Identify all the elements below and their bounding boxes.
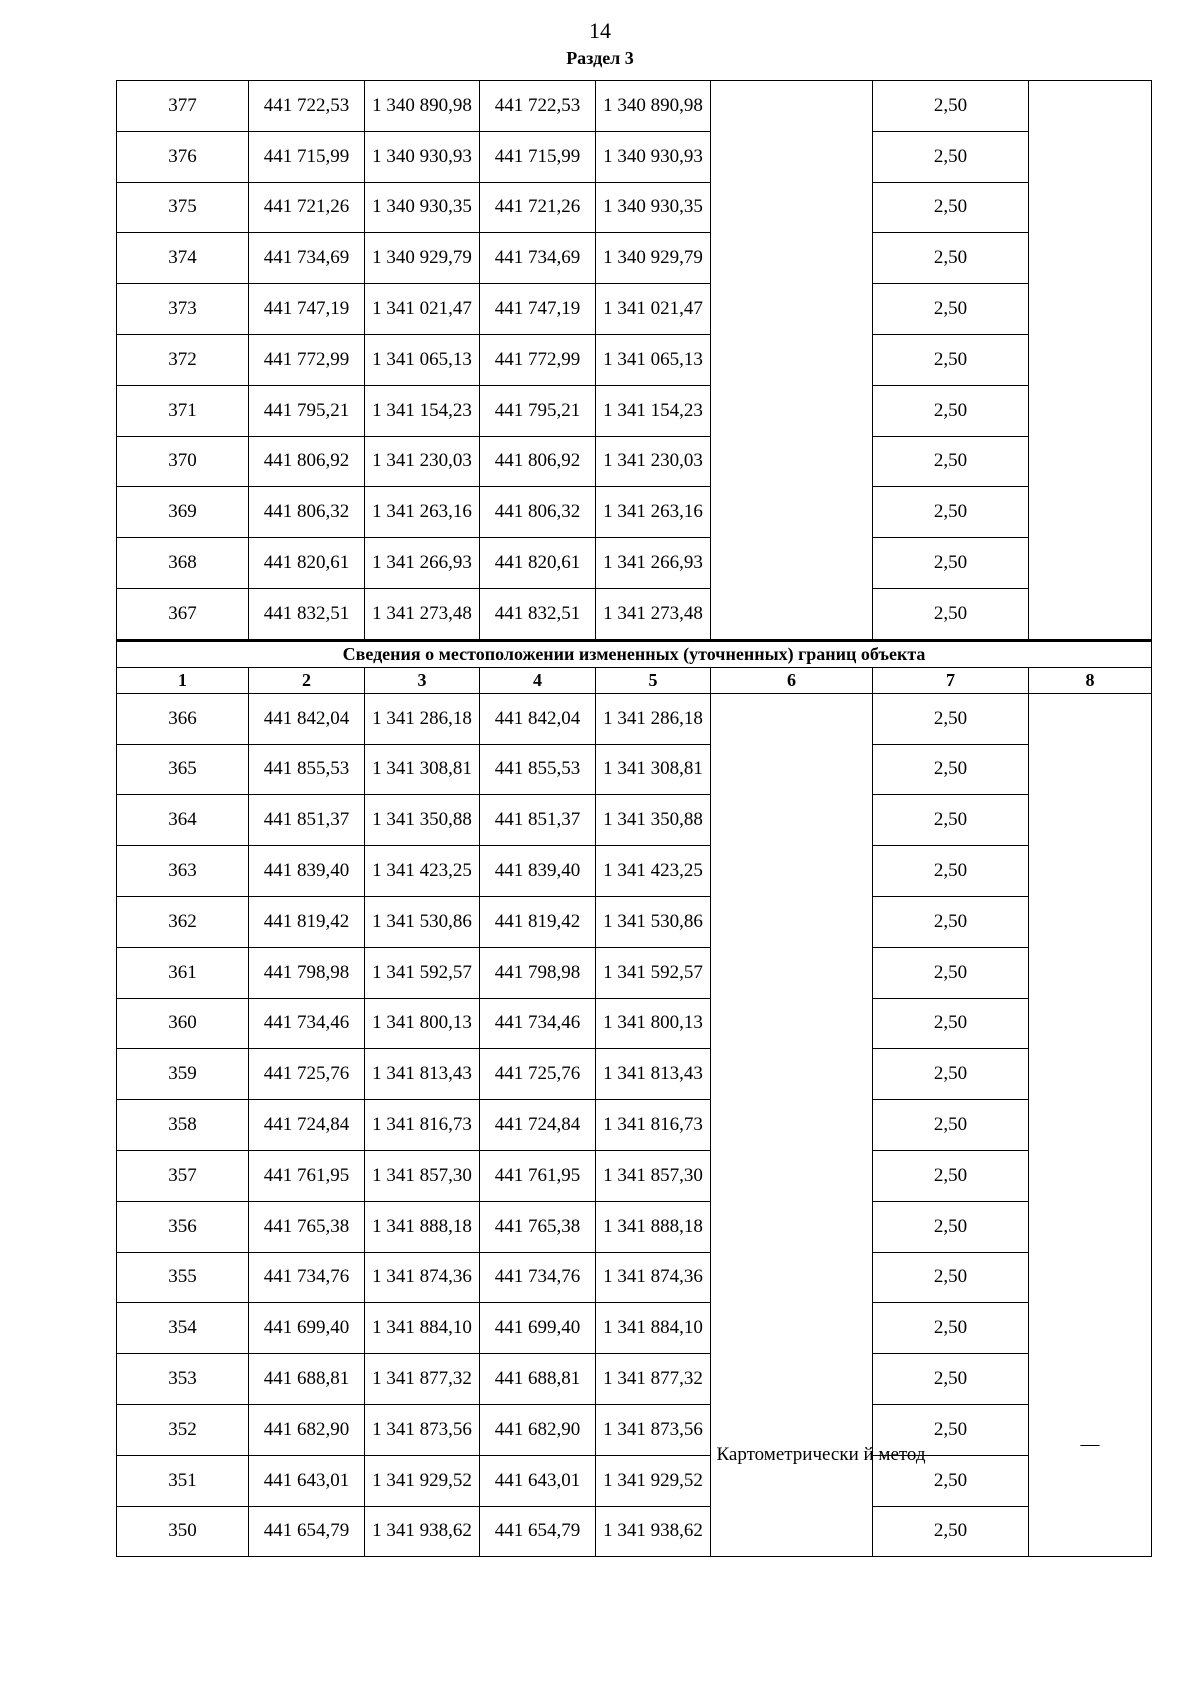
table-row	[117, 131, 1152, 182]
note-cell-empty	[1029, 81, 1152, 641]
refined-x-cell: 441 820,61	[480, 538, 596, 589]
method-cell	[711, 693, 926, 1557]
method-cell-empty	[711, 81, 873, 641]
refined-x-cell: 441 734,46	[480, 998, 596, 1049]
accuracy-cell: 2,50	[873, 233, 1029, 284]
refined-y-cell: 1 341 263,16	[596, 487, 711, 538]
column-number: 3	[365, 667, 480, 693]
table-row	[117, 1049, 1152, 1100]
table-row	[117, 334, 1152, 385]
refined-x-cell: 441 851,37	[480, 795, 596, 846]
refined-x-cell: 441 798,98	[480, 947, 596, 998]
refined-x-cell: 441 643,01	[480, 1455, 596, 1506]
page-number: 14	[589, 18, 611, 43]
existing-y-cell: 1 341 816,73	[365, 1100, 480, 1151]
note-text: —	[1080, 1434, 1100, 1456]
table-row	[117, 795, 1152, 846]
existing-x-cell: 441 842,04	[249, 693, 365, 744]
table-row	[117, 693, 1152, 744]
refined-y-cell: 1 341 266,93	[596, 538, 711, 589]
existing-x-cell: 441 765,38	[249, 1201, 365, 1252]
existing-y-cell: 1 341 877,32	[365, 1354, 480, 1405]
table-row	[117, 233, 1152, 284]
refined-y-cell: 1 341 813,43	[596, 1049, 711, 1100]
point-number-cell: 365	[117, 744, 249, 795]
refined-x-cell: 441 725,76	[480, 1049, 596, 1100]
point-number-cell: 374	[117, 233, 249, 284]
refined-x-cell: 441 832,51	[480, 588, 596, 640]
accuracy-cell: 2,50	[873, 284, 1029, 335]
table-row	[117, 1506, 1152, 1557]
refined-y-cell: 1 341 800,13	[596, 998, 711, 1049]
existing-y-cell: 1 341 938,62	[365, 1506, 480, 1557]
accuracy-cell: 2,50	[873, 744, 1029, 795]
column-number: 5	[596, 667, 711, 693]
existing-y-cell: 1 341 266,93	[365, 538, 480, 589]
refined-y-cell: 1 341 273,48	[596, 588, 711, 640]
accuracy-cell: 2,50	[873, 182, 1029, 233]
point-number-cell: 351	[117, 1455, 249, 1506]
accuracy-cell: 2,50	[873, 487, 1029, 538]
column-number-row	[117, 667, 1152, 693]
accuracy-cell: 2,50	[873, 334, 1029, 385]
accuracy-cell: 2,50	[873, 947, 1029, 998]
existing-x-cell: 441 819,42	[249, 896, 365, 947]
existing-y-cell: 1 341 021,47	[365, 284, 480, 335]
refined-y-cell: 1 341 021,47	[596, 284, 711, 335]
refined-x-cell: 441 688,81	[480, 1354, 596, 1405]
existing-y-cell: 1 341 929,52	[365, 1455, 480, 1506]
refined-y-cell: 1 341 308,81	[596, 744, 711, 795]
table-row	[117, 284, 1152, 335]
accuracy-cell: 2,50	[873, 795, 1029, 846]
existing-x-cell: 441 806,32	[249, 487, 365, 538]
point-number-cell: 362	[117, 896, 249, 947]
table-row	[117, 896, 1152, 947]
existing-y-cell: 1 341 592,57	[365, 947, 480, 998]
table-row	[117, 1354, 1152, 1405]
point-number-cell: 373	[117, 284, 249, 335]
point-number-cell: 361	[117, 947, 249, 998]
table-row	[117, 1455, 1152, 1506]
existing-y-cell: 1 341 874,36	[365, 1252, 480, 1303]
point-number-cell: 366	[117, 693, 249, 744]
table-row	[117, 1404, 1152, 1455]
point-number-cell: 354	[117, 1303, 249, 1354]
existing-x-cell: 441 643,01	[249, 1455, 365, 1506]
accuracy-cell: 2,50	[873, 998, 1029, 1049]
refined-x-cell: 441 721,26	[480, 182, 596, 233]
existing-x-cell: 441 855,53	[249, 744, 365, 795]
accuracy-cell: 2,50	[873, 131, 1029, 182]
existing-x-cell: 441 682,90	[249, 1404, 365, 1455]
accuracy-cell: 2,50	[873, 1303, 1029, 1354]
refined-y-cell: 1 341 230,03	[596, 436, 711, 487]
existing-x-cell: 441 747,19	[249, 284, 365, 335]
refined-y-cell: 1 341 592,57	[596, 947, 711, 998]
point-number-cell: 372	[117, 334, 249, 385]
existing-x-cell: 441 772,99	[249, 334, 365, 385]
accuracy-cell: 2,50	[873, 1150, 1029, 1201]
existing-x-cell: 441 699,40	[249, 1303, 365, 1354]
column-number: 6	[711, 667, 873, 693]
existing-y-cell: 1 341 888,18	[365, 1201, 480, 1252]
existing-x-cell: 441 820,61	[249, 538, 365, 589]
refined-x-cell: 441 734,76	[480, 1252, 596, 1303]
table-row	[117, 998, 1152, 1049]
refined-y-cell: 1 341 929,52	[596, 1455, 711, 1506]
table-row	[117, 588, 1152, 640]
existing-y-cell: 1 341 154,23	[365, 385, 480, 436]
existing-x-cell: 441 721,26	[249, 182, 365, 233]
table-row	[117, 1201, 1152, 1252]
existing-y-cell: 1 340 930,93	[365, 131, 480, 182]
point-number-cell: 353	[117, 1354, 249, 1405]
point-number-cell: 355	[117, 1252, 249, 1303]
refined-x-cell: 441 715,99	[480, 131, 596, 182]
existing-y-cell: 1 340 929,79	[365, 233, 480, 284]
refined-x-cell: 441 765,38	[480, 1201, 596, 1252]
accuracy-cell: 2,50	[873, 385, 1029, 436]
existing-y-cell: 1 341 873,56	[365, 1404, 480, 1455]
table-row	[117, 947, 1152, 998]
existing-y-cell: 1 341 813,43	[365, 1049, 480, 1100]
refined-y-cell: 1 341 877,32	[596, 1354, 711, 1405]
table-row	[117, 81, 1152, 132]
accuracy-cell: 2,50	[873, 1252, 1029, 1303]
refined-y-cell: 1 340 930,35	[596, 182, 711, 233]
table-row	[117, 846, 1152, 897]
point-number-cell: 376	[117, 131, 249, 182]
refined-x-cell: 441 806,32	[480, 487, 596, 538]
refined-x-cell: 441 772,99	[480, 334, 596, 385]
existing-y-cell: 1 341 308,81	[365, 744, 480, 795]
refined-y-cell: 1 341 065,13	[596, 334, 711, 385]
existing-x-cell: 441 798,98	[249, 947, 365, 998]
table-row	[117, 1303, 1152, 1354]
refined-y-cell: 1 340 890,98	[596, 81, 711, 132]
refined-y-cell: 1 340 929,79	[596, 233, 711, 284]
table-row	[117, 1150, 1152, 1201]
accuracy-cell: 2,50	[873, 1506, 1029, 1557]
refined-x-cell: 441 819,42	[480, 896, 596, 947]
refined-y-cell: 1 341 154,23	[596, 385, 711, 436]
table-caption: Сведения о местоположении измененных (уточненных) границ объекта	[117, 640, 1152, 667]
point-number-cell: 375	[117, 182, 249, 233]
existing-y-cell: 1 341 263,16	[365, 487, 480, 538]
existing-x-cell: 441 722,53	[249, 81, 365, 132]
existing-y-cell: 1 341 286,18	[365, 693, 480, 744]
existing-y-cell: 1 341 530,86	[365, 896, 480, 947]
accuracy-cell: 2,50	[873, 1354, 1029, 1405]
existing-x-cell: 441 806,92	[249, 436, 365, 487]
point-number-cell: 357	[117, 1150, 249, 1201]
refined-y-cell: 1 341 857,30	[596, 1150, 711, 1201]
existing-x-cell: 441 839,40	[249, 846, 365, 897]
table-row	[117, 385, 1152, 436]
refined-x-cell: 441 724,84	[480, 1100, 596, 1151]
column-number: 4	[480, 667, 596, 693]
refined-y-cell: 1 341 286,18	[596, 693, 711, 744]
refined-y-cell: 1 341 423,25	[596, 846, 711, 897]
column-number: 2	[249, 667, 365, 693]
existing-y-cell: 1 340 890,98	[365, 81, 480, 132]
refined-x-cell: 441 654,79	[480, 1506, 596, 1557]
table-row	[117, 436, 1152, 487]
existing-x-cell: 441 734,76	[249, 1252, 365, 1303]
existing-x-cell: 441 851,37	[249, 795, 365, 846]
point-number-cell: 367	[117, 588, 249, 640]
table-row	[117, 1252, 1152, 1303]
section-title: Раздел 3	[566, 48, 634, 68]
point-number-cell: 352	[117, 1404, 249, 1455]
refined-x-cell: 441 747,19	[480, 284, 596, 335]
refined-y-cell: 1 341 888,18	[596, 1201, 711, 1252]
refined-x-cell: 441 761,95	[480, 1150, 596, 1201]
existing-x-cell: 441 795,21	[249, 385, 365, 436]
existing-y-cell: 1 341 350,88	[365, 795, 480, 846]
table-body	[117, 81, 1152, 1557]
accuracy-cell: 2,50	[873, 846, 1029, 897]
point-number-cell: 358	[117, 1100, 249, 1151]
method-text: Картометрически й метод	[716, 1444, 926, 1466]
existing-y-cell: 1 341 230,03	[365, 436, 480, 487]
point-number-cell: 356	[117, 1201, 249, 1252]
point-number-cell: 370	[117, 436, 249, 487]
existing-x-cell: 441 715,99	[249, 131, 365, 182]
refined-y-cell: 1 341 530,86	[596, 896, 711, 947]
existing-x-cell: 441 734,69	[249, 233, 365, 284]
table-row	[117, 1100, 1152, 1151]
existing-y-cell: 1 341 800,13	[365, 998, 480, 1049]
refined-x-cell: 441 839,40	[480, 846, 596, 897]
refined-x-cell: 441 722,53	[480, 81, 596, 132]
point-number-cell: 371	[117, 385, 249, 436]
table-row	[117, 538, 1152, 589]
existing-y-cell: 1 340 930,35	[365, 182, 480, 233]
refined-x-cell: 441 842,04	[480, 693, 596, 744]
point-number-cell: 369	[117, 487, 249, 538]
point-number-cell: 360	[117, 998, 249, 1049]
refined-y-cell: 1 341 873,56	[596, 1404, 711, 1455]
existing-y-cell: 1 341 884,10	[365, 1303, 480, 1354]
existing-x-cell: 441 734,46	[249, 998, 365, 1049]
existing-x-cell: 441 654,79	[249, 1506, 365, 1557]
refined-y-cell: 1 341 350,88	[596, 795, 711, 846]
point-number-cell: 350	[117, 1506, 249, 1557]
refined-y-cell: 1 341 816,73	[596, 1100, 711, 1151]
note-cell	[1029, 693, 1152, 1557]
existing-y-cell: 1 341 423,25	[365, 846, 480, 897]
existing-y-cell: 1 341 857,30	[365, 1150, 480, 1201]
point-number-cell: 359	[117, 1049, 249, 1100]
refined-x-cell: 441 699,40	[480, 1303, 596, 1354]
existing-x-cell: 441 832,51	[249, 588, 365, 640]
refined-y-cell: 1 340 930,93	[596, 131, 711, 182]
caption-row	[117, 640, 1152, 667]
accuracy-cell: 2,50	[873, 81, 1029, 132]
point-number-cell: 364	[117, 795, 249, 846]
accuracy-cell: 2,50	[873, 693, 1029, 744]
table-row	[117, 744, 1152, 795]
table-row	[117, 487, 1152, 538]
point-number-cell: 368	[117, 538, 249, 589]
column-number: 7	[873, 667, 1029, 693]
accuracy-cell: 2,50	[873, 1455, 1029, 1506]
accuracy-cell: 2,50	[873, 436, 1029, 487]
accuracy-cell: 2,50	[873, 896, 1029, 947]
refined-y-cell: 1 341 938,62	[596, 1506, 711, 1557]
point-number-cell: 377	[117, 81, 249, 132]
refined-x-cell: 441 806,92	[480, 436, 596, 487]
existing-y-cell: 1 341 273,48	[365, 588, 480, 640]
refined-y-cell: 1 341 874,36	[596, 1252, 711, 1303]
existing-y-cell: 1 341 065,13	[365, 334, 480, 385]
existing-x-cell: 441 725,76	[249, 1049, 365, 1100]
accuracy-cell: 2,50	[873, 588, 1029, 640]
refined-x-cell: 441 734,69	[480, 233, 596, 284]
refined-x-cell: 441 795,21	[480, 385, 596, 436]
column-number: 1	[117, 667, 249, 693]
existing-x-cell: 441 724,84	[249, 1100, 365, 1151]
table-row	[117, 182, 1152, 233]
existing-x-cell: 441 688,81	[249, 1354, 365, 1405]
existing-x-cell: 441 761,95	[249, 1150, 365, 1201]
point-number-cell: 363	[117, 846, 249, 897]
column-number: 8	[1029, 667, 1152, 693]
accuracy-cell: 2,50	[873, 538, 1029, 589]
accuracy-cell: 2,50	[873, 1049, 1029, 1100]
refined-x-cell: 441 682,90	[480, 1404, 596, 1455]
accuracy-cell: 2,50	[873, 1100, 1029, 1151]
coordinates-table	[116, 80, 1152, 1557]
refined-y-cell: 1 341 884,10	[596, 1303, 711, 1354]
refined-x-cell: 441 855,53	[480, 744, 596, 795]
accuracy-cell: 2,50	[873, 1201, 1029, 1252]
accuracy-cell: 2,50	[873, 1404, 1029, 1455]
